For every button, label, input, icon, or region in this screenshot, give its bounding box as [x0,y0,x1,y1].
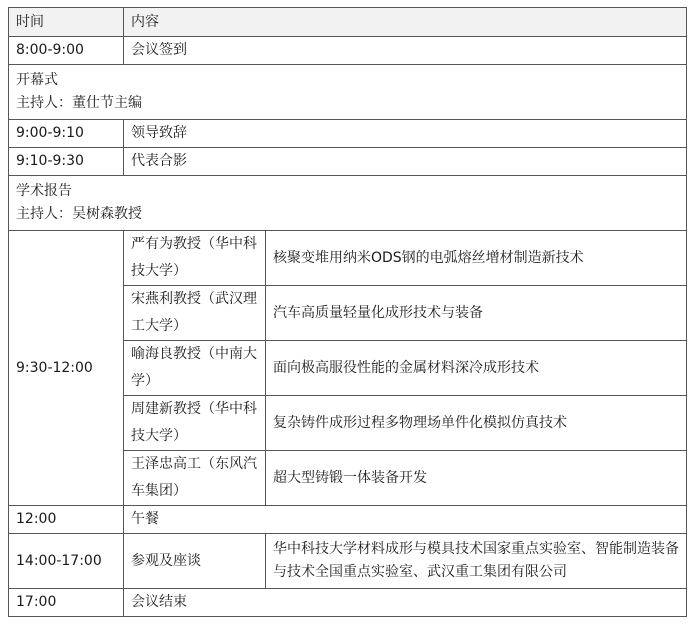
content-cell: 会议结束 [124,589,687,617]
content-cell: 午餐 [124,506,687,534]
topic-cell: 复杂铸件成形过程多物理场单件化模拟仿真技术 [266,396,687,451]
section-row-opening [9,65,687,120]
table-row [9,120,687,148]
time-cell: 9:10-9:30 [9,148,124,176]
schedule-table [8,7,687,617]
section-cell [9,65,687,120]
time-cell: 9:00-9:10 [9,120,124,148]
talk-row [9,231,687,286]
table-row [9,534,687,589]
content-cell: 领导致辞 [124,120,687,148]
time-cell: 8:00-9:00 [9,37,124,65]
section-cell [9,176,687,231]
content-header: 内容 [124,8,687,37]
table-row [9,148,687,176]
speaker-cell: 王泽忠高工（东风汽车集团） [124,451,266,506]
table-row [9,589,687,617]
topic-cell: 核聚变堆用纳米ODS钢的电弧熔丝增材制造新技术 [266,231,687,286]
topic-cell: 面向极高服役性能的金属材料深冷成形技术 [266,341,687,396]
table-row [9,506,687,534]
content-cell: 参观及座谈 [124,534,266,589]
time-cell: 17:00 [9,589,124,617]
content-cell: 代表合影 [124,148,687,176]
section-title: 学术报告 [16,183,72,199]
places-cell: 华中科技大学材料成形与模具技术国家重点实验室、智能制造装备与技术全国重点实验室、武汉重工集团有限公司 [266,534,687,589]
section-host: 主持人：吴树森教授 [16,206,142,222]
topic-cell: 汽车高质量轻量化成形技术与装备 [266,286,687,341]
header-row [9,8,687,37]
speaker-cell: 严有为教授（华中科技大学） [124,231,266,286]
speaker-cell: 喻海良教授（中南大学） [124,341,266,396]
time-cell: 12:00 [9,506,124,534]
section-row-academic [9,176,687,231]
section-title: 开幕式 [16,72,58,88]
table-row [9,37,687,65]
section-host: 主持人：董仕节主编 [16,95,142,111]
speaker-cell: 宋燕利教授（武汉理工大学） [124,286,266,341]
time-header: 时间 [9,8,124,37]
speaker-cell: 周建新教授（华中科技大学） [124,396,266,451]
topic-cell: 超大型铸锻一体装备开发 [266,451,687,506]
time-cell: 14:00-17:00 [9,534,124,589]
content-cell: 会议签到 [124,37,687,65]
time-cell: 9:30-12:00 [9,231,124,506]
